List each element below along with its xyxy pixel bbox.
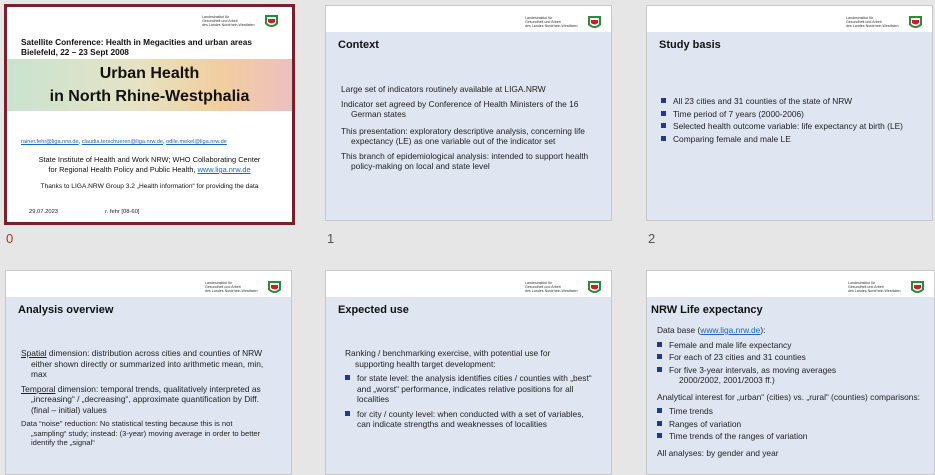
paragraph: Data “noise” reduction: No statistical testing because this is not „sampling“ study; instead: (3-year) moving average in order to better identify the „signal“ (21, 419, 261, 448)
slide-thumbnail-3[interactable] (5, 270, 292, 475)
nrw-crest-icon (911, 281, 924, 296)
conference-line: Satellite Conference: Health in Megacities and urban areas (21, 37, 253, 47)
list-item: for city / county level: when conducted with a set of variables, can indicate strengths and weaknesses of localities (345, 409, 609, 430)
slide-number-2: 2 (648, 231, 656, 246)
institute-text: for Regional Health Policy and Public Health, (48, 165, 196, 174)
expected-use-text (345, 348, 609, 432)
analysis-text (21, 348, 291, 452)
slide-title-line1: Urban Health (99, 65, 200, 82)
institute-link[interactable]: www.liga.nrw.de (197, 165, 251, 174)
nrw-logo (525, 281, 601, 296)
paragraph: Spatial dimension: distribution across cities and counties of NRW either shown directly or summarized into arithmetic mean, min, max (21, 348, 264, 379)
slide-thumbnail-0[interactable] (4, 4, 295, 225)
study-basis-list (661, 96, 931, 146)
slide-title: Context (338, 39, 379, 51)
context-text (341, 84, 611, 176)
slide-thumbnail-5[interactable] (646, 270, 935, 475)
slide-title: NRW Life expectancy (651, 304, 763, 316)
slide-title: Analysis overview (18, 304, 114, 316)
paragraph: This presentation: exploratory descriptive analysis, concerning life expectancy (LE) as one variable out of the indicator set (341, 125, 585, 146)
nrw-crest-icon (588, 281, 601, 296)
database-line: Data base (www.liga.nrw.de): (657, 325, 766, 335)
nrw-crest-icon (588, 16, 601, 31)
slide-thumbnail-1[interactable] (325, 5, 612, 221)
nrw-logo (205, 281, 281, 296)
list-item: Comparing female and male LE (661, 134, 931, 145)
list-item: Time period of 7 years (2000-2006) (661, 109, 931, 120)
nrw-logo (202, 15, 278, 30)
logo-text: Landesinstitut für Gesundheit und Arbeit des Landes Nordrhein-Westfalen (205, 281, 258, 294)
nrw-logo (848, 281, 924, 296)
temporal-term: Temporal (21, 383, 56, 394)
logo-text: Landesinstitut für Gesundheit und Arbeit des Landes Nordrhein-Westfalen (525, 16, 578, 29)
institute-line1: State Institute of Health and Work NRW; WHO Collaborating Center (38, 155, 261, 164)
paragraph: Large set of indicators routinely available at LIGA.NRW (341, 84, 546, 94)
location-line: Bielefeld, 22 – 23 Sept 2008 (21, 47, 129, 57)
logo-text: Landesinstitut für Gesundheit und Arbeit des Landes Nordrhein-Westfalen (846, 16, 899, 29)
slide-title-line2: in North Rhine-Westphalia (49, 88, 250, 105)
email-link[interactable]: odile.mekel@liga.nrw.de (166, 139, 227, 145)
interest-line: Analytical interest for „urban“ (cities) vs. „rural“ (counties) comparisons: (657, 391, 920, 402)
paragraph: Ranking / benchmarking exercise, with potential use for supporting health target development: (345, 348, 551, 369)
slide-thumbnail-4[interactable] (325, 270, 612, 475)
nrw-crest-icon (265, 15, 278, 30)
list-item: Female and male life expectancy (657, 340, 935, 351)
database-link[interactable]: www.liga.nrw.de (700, 325, 761, 335)
paragraph: Indicator set agreed by Conference of Health Ministers of the 16 German states (341, 98, 579, 119)
nrw-logo (846, 16, 922, 31)
logo-text: Landesinstitut für Gesundheit und Arbeit des Landes Nordrhein-Westfalen (525, 281, 578, 294)
title-band (7, 59, 292, 111)
list-item: Ranges of variation (657, 419, 935, 430)
institute-line2 (7, 165, 292, 174)
spatial-term: Spatial (21, 348, 47, 358)
slide-thumbnail-2[interactable] (646, 5, 933, 221)
email-link[interactable]: claudia.terschueren@liga.nrw.de (81, 139, 163, 145)
life-expectancy-text (657, 325, 935, 462)
list-item: Selected health outcome variable: life expectancy at birth (LE) (661, 121, 931, 132)
slide-title: Expected use (338, 304, 409, 316)
email-link[interactable]: rainer.fehr@liga.nrw.de (21, 139, 79, 145)
paragraph: This branch of epidemiological analysis: intended to support health policy-making on local and state level (341, 150, 589, 171)
slide-title: Study basis (659, 39, 721, 51)
logo-text: Landesinstitut für Gesundheit und Arbeit des Landes Nordrhein-Westfalen (202, 15, 255, 28)
logo-text: Landesinstitut für Gesundheit und Arbeit des Landes Nordrhein-Westfalen (848, 281, 901, 294)
list-item: Time trends of the ranges of variation (657, 431, 935, 442)
slide-date: 29.07.2023 (29, 209, 59, 215)
footer-line: All analyses: by gender and year (657, 447, 779, 458)
nrw-crest-icon (909, 16, 922, 31)
slide-number-1: 1 (327, 231, 335, 246)
slide-author: r. fehr [08-60] (105, 209, 140, 215)
thanks-line: Thanks to LIGA.NRW Group 3.2 „Health information“ for providing the data (40, 183, 259, 190)
list-item: For each of 23 cities and 31 counties (657, 352, 935, 363)
list-item: Time trends (657, 406, 935, 417)
list-item: for state level: the analysis identifies cities / counties with „best“ and „worst“ performance, indicates relative positions for all localities (345, 373, 609, 405)
paragraph: Temporal dimension: temporal trends, qualitatively interpreted as „increasing“ / „decreasing“, approximate quantification by Diff. (final – initial) values (21, 383, 261, 415)
slide-number-0: 0 (6, 231, 14, 246)
email-links: rainer.fehr@liga.nrw.de, claudia.terschueren@liga.nrw.de, odile.mekel@liga.nrw.de (21, 139, 227, 145)
nrw-crest-icon (268, 281, 281, 296)
list-item: For five 3-year intervals, as moving averages 2000/2002, 2001/2003 ff.) (657, 365, 935, 386)
nrw-logo (525, 16, 601, 31)
list-item: All 23 cities and 31 counties of the state of NRW (661, 96, 931, 107)
